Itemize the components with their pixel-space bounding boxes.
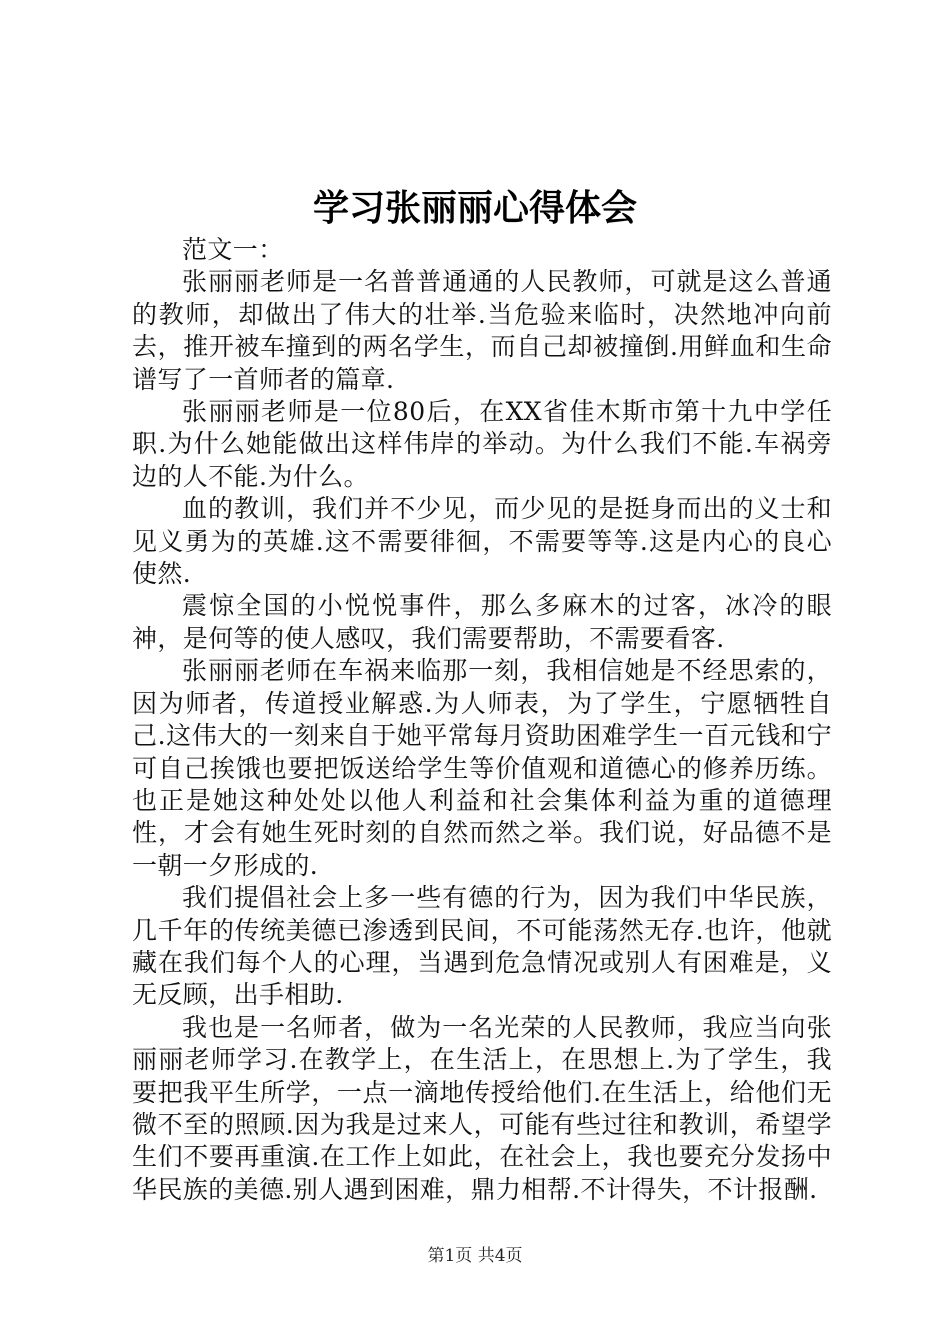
paragraph: 张丽丽老师是一名普普通通的人民教师，可就是这么普通的教师，却做出了伟大的壮举.当危验来临时，决然地冲向前去，推开被车撞到的两名学生，而自己却被撞倒.用鲜血和生命谱写了一首师者的篇章. (132, 267, 832, 394)
paragraph: 张丽丽老师是一位80后，在XX省佳木斯市第十九中学任职.为什么她能做出这样伟岸的举动。为什么我们不能.车祸旁边的人不能.为什么。 (132, 397, 832, 491)
paragraph: 范文一： (182, 235, 284, 264)
document-title: 学习张丽丽心得体会 (312, 188, 637, 229)
paragraph: 我也是一名师者，做为一名光荣的人民教师，我应当向张丽丽老师学习.在教学上，在生活上，在思想上.为了学生，我要把我平生所学，一点一滴地传授给他们.在生活上，给他们无微不至的照顾.因为我是过来人，可能有些过往和教训，希望学生们不要再重演.在工作上如此，在社会上，我也要充分发扬中华民族的美德.别人遇到困难，鼎力相帮.不计得失，不计报酬. (132, 1012, 832, 1204)
paragraph: 张丽丽老师在车祸来临那一刻，我相信她是不经思索的，因为师者，传道授业解惑.为人师表，为了学生，宁愿牺牲自己.这伟大的一刻来自于她平常每月资助困难学生一百元钱和宁可自己挨饿也要把饭送给学生等价值观和道德心的修养历练。也正是她这种处处以他人利益和社会集体利益为重的道德理性，才会有她生死时刻的自然而然之举。我们说，好品德不是一朝一夕形成的. (132, 656, 832, 880)
paragraph: 我们提倡社会上多一些有德的行为，因为我们中华民族，几千年的传统美德已渗透到民间，不可能荡然无存.也许，他就藏在我们每个人的心理，当遇到危急情况或别人有困难是，义无反顾，出手相助. (132, 883, 832, 1010)
paragraph: 血的教训，我们并不少见，而少见的是挺身而出的义士和见义勇为的英雄.这不需要徘徊，不需要等等.这是内心的良心使然. (132, 494, 832, 589)
page-number-footer: 第1页 共4页 (427, 1246, 523, 1266)
paragraph: 震惊全国的小悦悦事件，那么多麻木的过客，冰冷的眼神，是何等的使人感叹，我们需要帮助，不需要看客. (132, 591, 832, 653)
document-body (132, 234, 832, 1206)
